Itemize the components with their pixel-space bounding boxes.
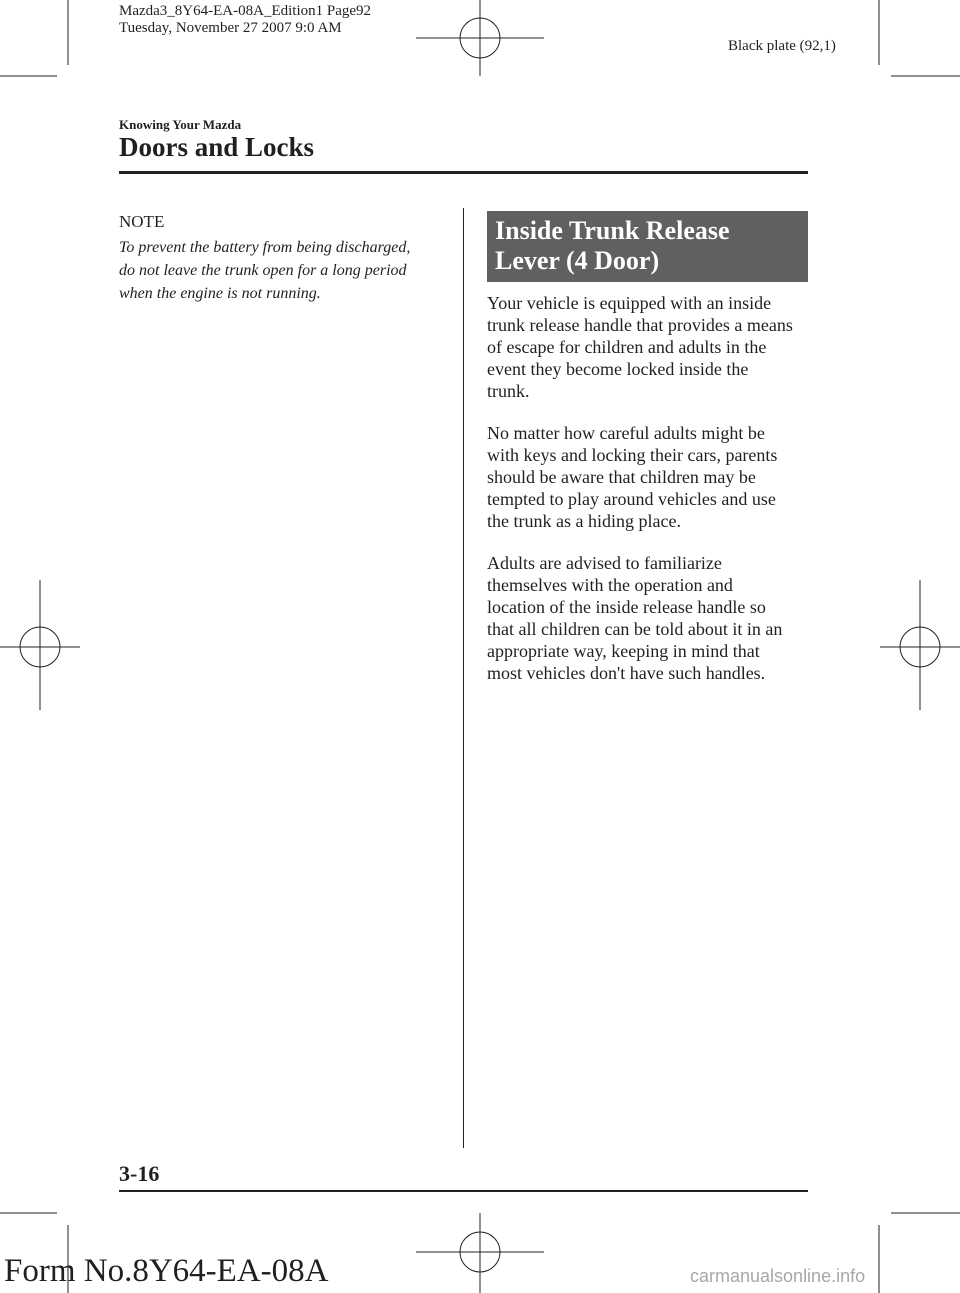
heading-line: Lever (4 Door) xyxy=(495,246,660,275)
text-line: No matter how careful adults might be xyxy=(487,423,765,443)
text-line: trunk. xyxy=(487,381,530,401)
footer-rule xyxy=(119,1190,808,1192)
text-line: that all children can be told about it in an xyxy=(487,619,783,639)
page-title: Doors and Locks xyxy=(119,132,315,162)
note-label: NOTE xyxy=(119,212,165,231)
text-line: Your vehicle is equipped with an inside xyxy=(487,293,772,313)
heading-line: Inside Trunk Release xyxy=(495,216,730,245)
watermark: carmanualsonline.info xyxy=(690,1266,866,1286)
paragraph xyxy=(487,552,812,684)
note-block xyxy=(119,212,454,305)
column-divider xyxy=(463,208,464,1148)
text-line: of escape for children and adults in the xyxy=(487,337,767,357)
text-line: the trunk as a hiding place. xyxy=(487,511,681,531)
text-line: trunk release handle that provides a means xyxy=(487,315,793,335)
text-line: themselves with the operation and xyxy=(487,575,733,595)
text-line: tempted to play around vehicles and use xyxy=(487,489,776,509)
text-line: most vehicles don't have such handles. xyxy=(487,663,766,683)
note-line: To prevent the battery from being discharged, xyxy=(119,239,411,256)
black-plate-label: Black plate (92,1) xyxy=(728,38,836,54)
text-line: should be aware that children may be xyxy=(487,467,756,487)
note-text xyxy=(119,236,454,305)
text-line: Adults are advised to familiarize xyxy=(487,553,722,573)
body-text xyxy=(487,292,812,704)
print-date-line: Tuesday, November 27 2007 9:0 AM xyxy=(119,20,342,36)
print-file-line: Mazda3_8Y64-EA-08A_Edition1 Page92 xyxy=(119,3,372,19)
section-heading xyxy=(487,211,808,282)
paragraph xyxy=(487,422,812,532)
title-rule xyxy=(119,171,808,174)
note-line: when the engine is not running. xyxy=(119,285,321,302)
text-line: appropriate way, keeping in mind that xyxy=(487,641,760,661)
section-kicker: Knowing Your Mazda xyxy=(119,117,242,132)
form-number: Form No.8Y64-EA-08A xyxy=(4,1253,329,1289)
note-line: do not leave the trunk open for a long period xyxy=(119,262,407,279)
text-line: with keys and locking their cars, parents xyxy=(487,445,778,465)
text-line: location of the inside release handle so xyxy=(487,597,766,617)
text-line: event they become locked inside the xyxy=(487,359,749,379)
page-number: 3-16 xyxy=(119,1161,160,1186)
paragraph xyxy=(487,292,812,402)
